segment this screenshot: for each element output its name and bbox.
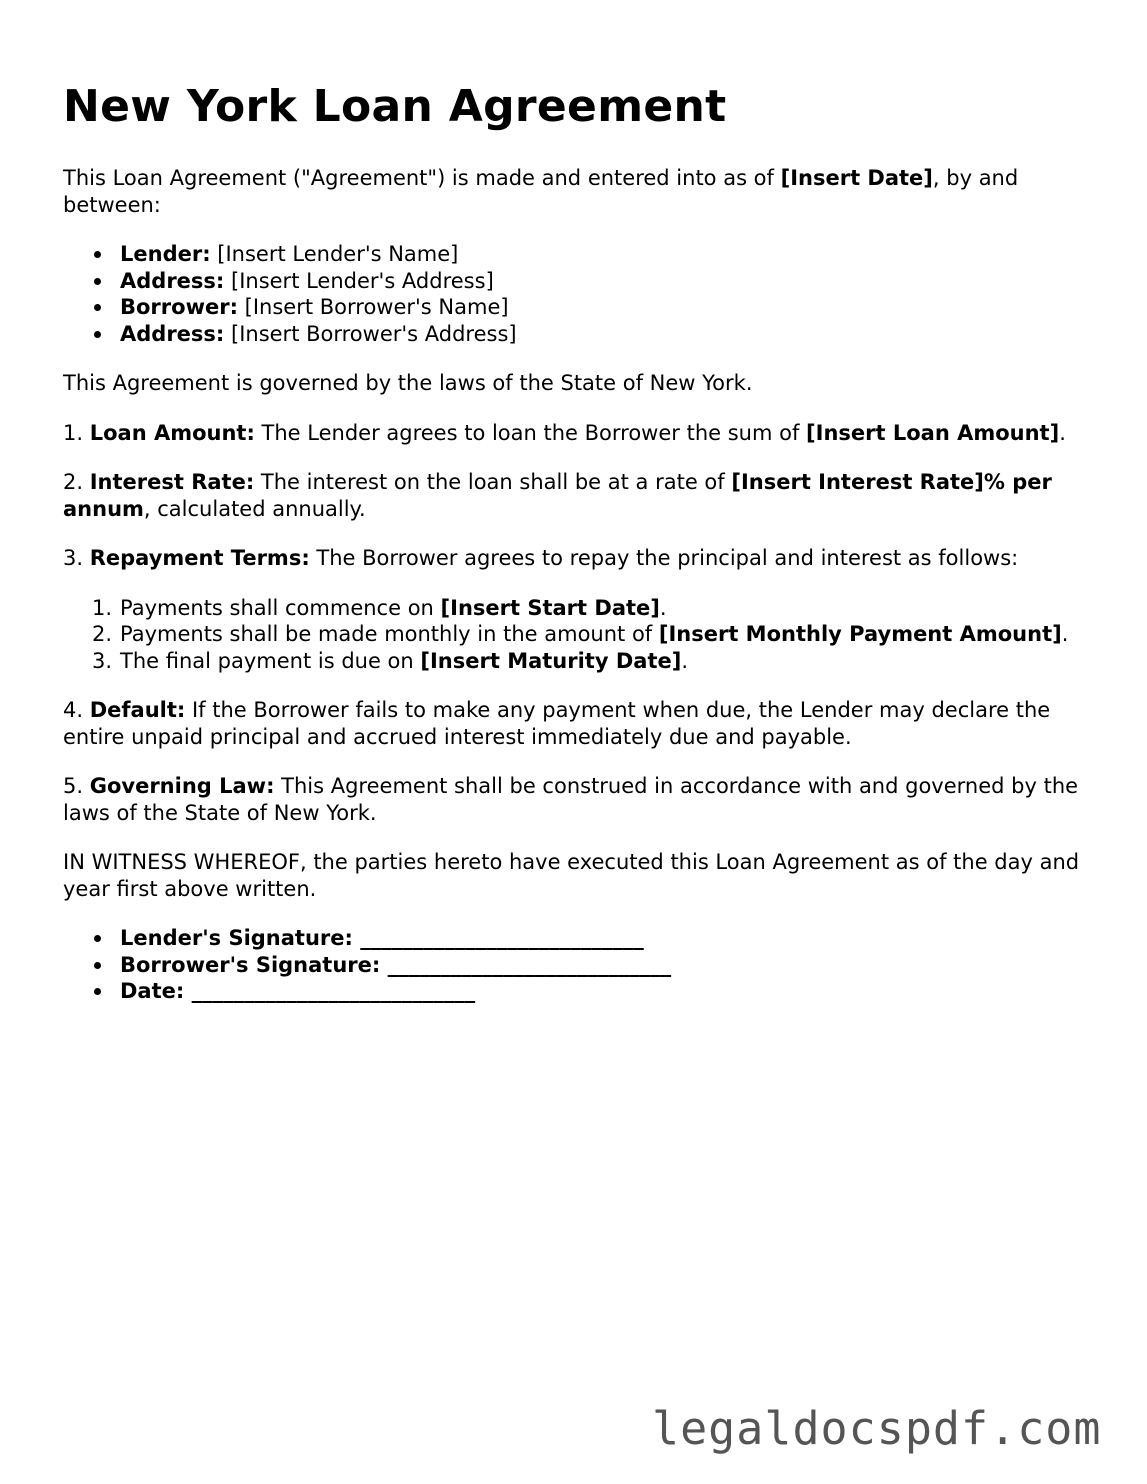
section-loan-amount [63, 420, 1093, 447]
section-field: [Insert Loan Amount] [806, 420, 1060, 445]
section-number: 2. [63, 470, 90, 494]
section-text-end: . [1059, 420, 1066, 445]
item-text: The final payment is due on [120, 648, 421, 673]
party-label: Address: [120, 268, 225, 293]
item-field: [Insert Maturity Date] [420, 648, 682, 673]
list-item [63, 925, 1093, 952]
section-text: The interest on the loan shall be at a rate of [254, 470, 732, 494]
section-text: This Agreement shall be construed in accordance with and governed by the laws of the State of New York. [63, 774, 1079, 825]
item-text: Payments shall commence on [120, 595, 441, 620]
section-text: The Borrower agrees to repay the principal and interest as follows: [309, 546, 1019, 570]
section-label: Default: [89, 698, 186, 722]
list-item [63, 241, 1093, 268]
section-field: [Insert Interest Rate]% per annum [63, 470, 1052, 521]
watermark-text: legaldocspdf.com [652, 1402, 1102, 1455]
section-governing-law [63, 773, 1093, 826]
section-default [63, 697, 1093, 750]
item-text-end: . [659, 595, 667, 620]
section-label: Governing Law: [89, 774, 275, 798]
item-number: 1. [92, 595, 113, 620]
list-item [63, 978, 1093, 1005]
item-text-end: . [681, 648, 689, 673]
page-title: New York Loan Agreement [63, 81, 727, 132]
intro-text: This Loan Agreement ("Agreement") is made and entered into as of [63, 166, 781, 190]
party-label: Address: [120, 321, 225, 346]
item-number: 3. [92, 648, 113, 673]
section-text-end: , calculated annually. [143, 496, 366, 521]
signature-list [63, 925, 1093, 1005]
section-text: If the Borrower fails to make any payment when due, the Lender may declare the entire unpaid principal and accrued interest immediately due and payable. [63, 698, 1051, 749]
section-number: 3. [63, 546, 90, 570]
section-label: Repayment Terms: [89, 546, 310, 570]
intro-paragraph [63, 165, 1093, 218]
intro-date-field: [Insert Date] [780, 166, 933, 190]
party-label: Borrower: [120, 295, 238, 319]
section-number: 4. [63, 698, 90, 722]
section-label: Interest Rate: [89, 470, 255, 494]
list-item [63, 621, 1093, 648]
governed-paragraph: This Agreement is governed by the laws of the State of New York. [63, 371, 753, 395]
section-number: 5. [63, 774, 90, 798]
signature-line-date: Date: ___________________________ [120, 979, 476, 1003]
list-item [63, 952, 1093, 979]
section-repayment-terms [63, 545, 1093, 572]
list-item [63, 268, 1093, 295]
party-value: [Insert Lender's Address] [224, 268, 494, 293]
section-interest-rate [63, 469, 1093, 522]
list-item [63, 321, 1093, 348]
party-label: Lender: [120, 242, 211, 266]
item-field: [Insert Start Date] [440, 595, 660, 620]
item-text: Payments shall be made monthly in the amount of [120, 622, 659, 646]
item-field: [Insert Monthly Payment Amount] [658, 622, 1062, 646]
section-number: 1. [63, 420, 90, 445]
party-value: [Insert Borrower's Address] [224, 321, 517, 346]
repayment-list [63, 595, 1093, 675]
party-value: [Insert Borrower's Name] [237, 295, 509, 319]
item-text-end: . [1061, 622, 1069, 646]
parties-list [63, 241, 1093, 347]
document-page [63, 78, 1093, 1005]
list-item [63, 595, 1093, 622]
list-item [63, 294, 1093, 321]
intro-text-end: , by and between: [63, 166, 1019, 217]
section-label: Loan Amount: [89, 420, 255, 445]
witness-paragraph: IN WITNESS WHEREOF, the parties hereto have executed this Loan Agreement as of the day and year first above written. [63, 850, 1080, 901]
party-value: [Insert Lender's Name] [210, 242, 459, 266]
signature-line-borrower: Borrower's Signature: ___________________________ [120, 952, 672, 977]
signature-line-lender: Lender's Signature: ___________________________ [120, 926, 644, 950]
list-item [63, 648, 1093, 675]
item-number: 2. [92, 622, 113, 646]
section-text: The Lender agrees to loan the Borrower the sum of [254, 420, 807, 445]
